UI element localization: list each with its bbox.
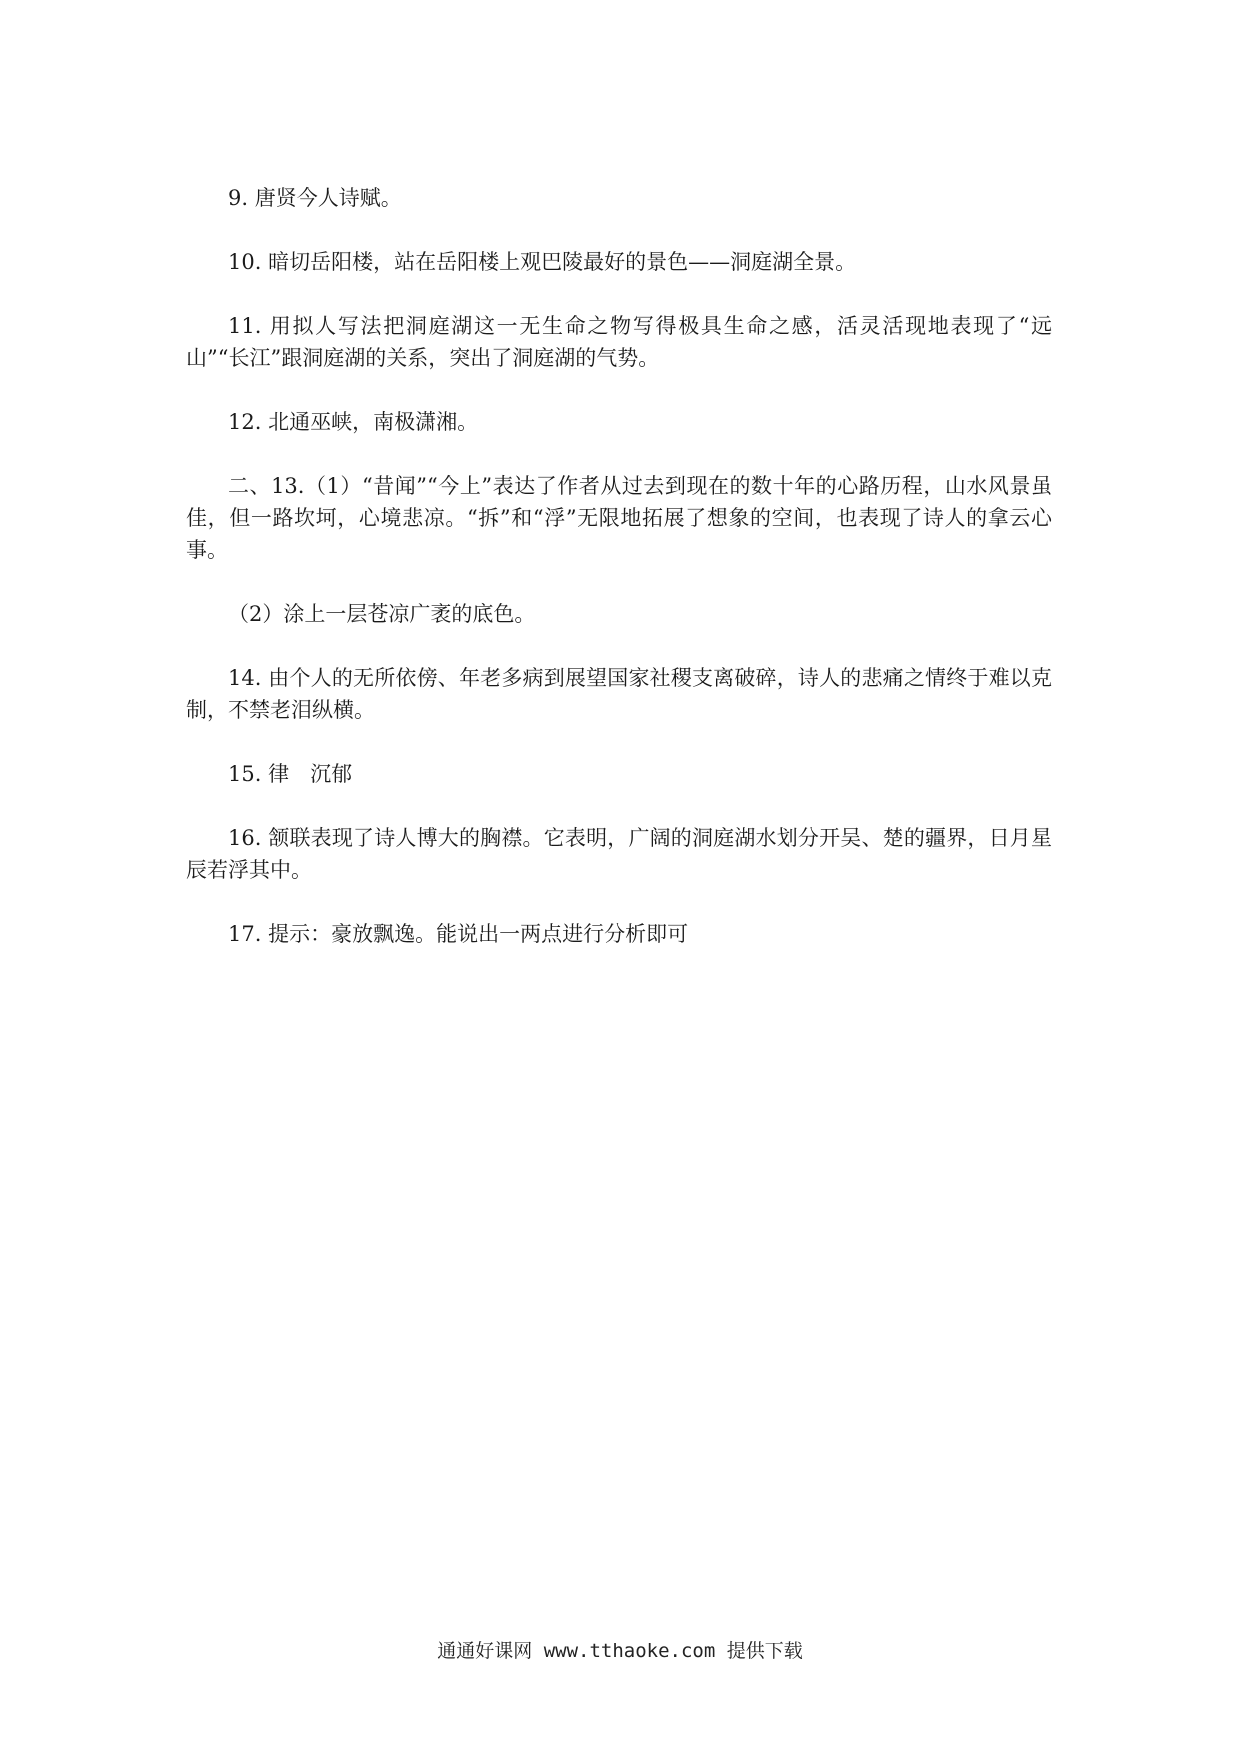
answer-13-1: 二、13.（1）“昔闻”“今上”表达了作者从过去到现在的数十年的心路历程，山水风景虽佳，但一路坎坷，心境悲凉。“拆”和“浮”无限地拓展了想象的空间，也表现了诗人的拿云心事。	[186, 474, 1052, 562]
answer-17: 17. 提示：豪放飘逸。能说出一两点进行分析即可	[228, 922, 689, 946]
page-footer: 通通好课网 www.tthaoke.com 提供下载	[437, 1640, 803, 1662]
answer-list	[186, 182, 1052, 982]
answer-9: 9. 唐贤今人诗赋。	[228, 186, 402, 210]
answer-10: 10. 暗切岳阳楼，站在岳阳楼上观巴陵最好的景色——洞庭湖全景。	[228, 250, 857, 274]
answer-14: 14. 由个人的无所依傍、年老多病到展望国家社稷支离破碎，诗人的悲痛之情终于难以克制，不禁老泪纵横。	[186, 666, 1052, 722]
answer-15: 15. 律 沉郁	[228, 762, 353, 786]
answer-11: 11. 用拟人写法把洞庭湖这一无生命之物写得极具生命之感，活灵活现地表现了“远山”“长江”跟洞庭湖的关系，突出了洞庭湖的气势。	[186, 314, 1052, 370]
answer-16: 16. 颔联表现了诗人博大的胸襟。它表明，广阔的洞庭湖水划分开吴、楚的疆界，日月星辰若浮其中。	[186, 826, 1052, 882]
answer-13-2: （2）涂上一层苍凉广袤的底色。	[228, 602, 536, 626]
answer-12: 12. 北通巫峡，南极潇湘。	[228, 410, 479, 434]
